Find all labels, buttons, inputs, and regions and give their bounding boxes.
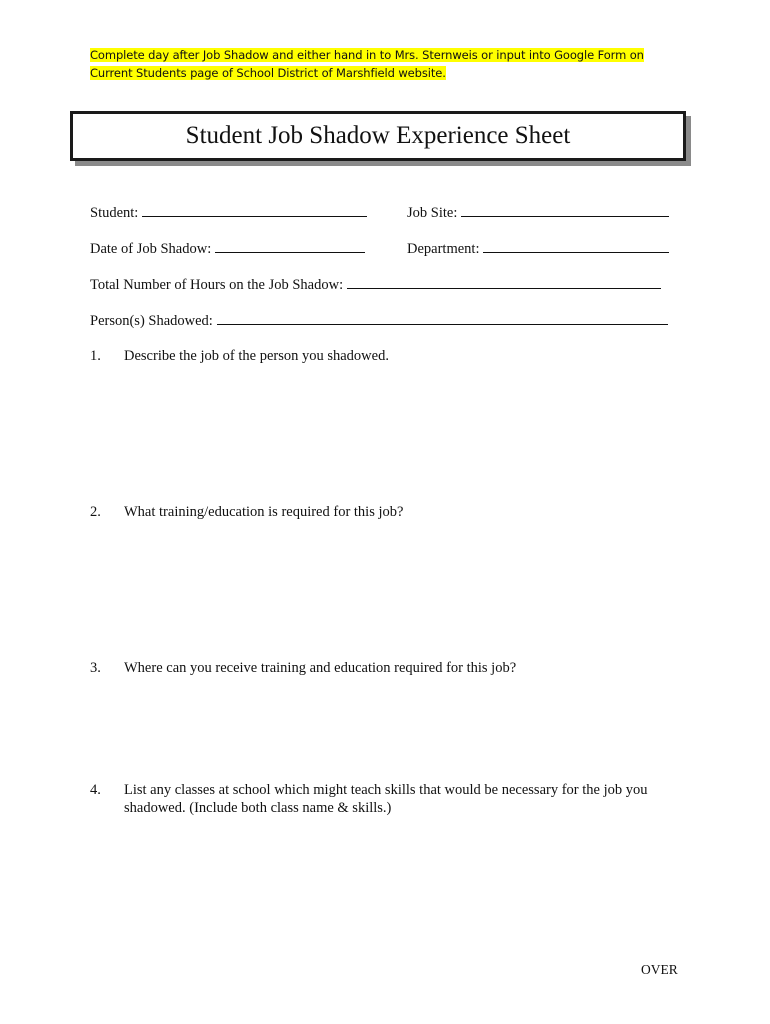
question-text: Where can you receive training and education required for this job? bbox=[124, 660, 517, 676]
instructions-notice bbox=[90, 46, 644, 82]
date-label: Date of Job Shadow: bbox=[90, 241, 212, 257]
student-blank[interactable] bbox=[142, 204, 367, 217]
date-blank[interactable] bbox=[215, 240, 365, 253]
persons-blank[interactable] bbox=[217, 312, 668, 325]
student-label: Student: bbox=[90, 205, 139, 221]
job-site-field[interactable] bbox=[407, 204, 669, 222]
title-box bbox=[70, 111, 686, 161]
persons-field[interactable] bbox=[90, 312, 668, 330]
hours-field[interactable] bbox=[90, 276, 661, 294]
page-title: Student Job Shadow Experience Sheet bbox=[185, 122, 571, 149]
question-text: What training/education is required for this job? bbox=[124, 504, 404, 520]
persons-label: Person(s) Shadowed: bbox=[90, 313, 213, 329]
department-blank[interactable] bbox=[483, 240, 669, 253]
question-number: 3. bbox=[90, 660, 101, 676]
question-text: List any classes at school which might teach skills that would be necessary for the job you shadowed. (Include both class name & skills.) bbox=[124, 782, 648, 816]
department-label: Department: bbox=[407, 241, 480, 257]
question-number: 1. bbox=[90, 348, 101, 364]
instructions-line-1: Complete day after Job Shadow and either hand in to Mrs. Sternweis or input into Google Form on bbox=[90, 48, 644, 62]
student-field[interactable] bbox=[90, 204, 367, 222]
hours-label: Total Number of Hours on the Job Shadow: bbox=[90, 277, 344, 293]
question-text: Describe the job of the person you shadowed. bbox=[124, 348, 389, 364]
department-field[interactable] bbox=[407, 240, 669, 258]
over-label: OVER bbox=[641, 962, 678, 977]
job-site-label: Job Site: bbox=[407, 205, 458, 221]
question-number: 2. bbox=[90, 504, 101, 520]
question-number: 4. bbox=[90, 782, 101, 798]
hours-blank[interactable] bbox=[347, 276, 661, 289]
job-site-blank[interactable] bbox=[461, 204, 669, 217]
instructions-line-2: Current Students page of School District of Marshfield website. bbox=[90, 66, 446, 80]
date-field[interactable] bbox=[90, 240, 365, 258]
